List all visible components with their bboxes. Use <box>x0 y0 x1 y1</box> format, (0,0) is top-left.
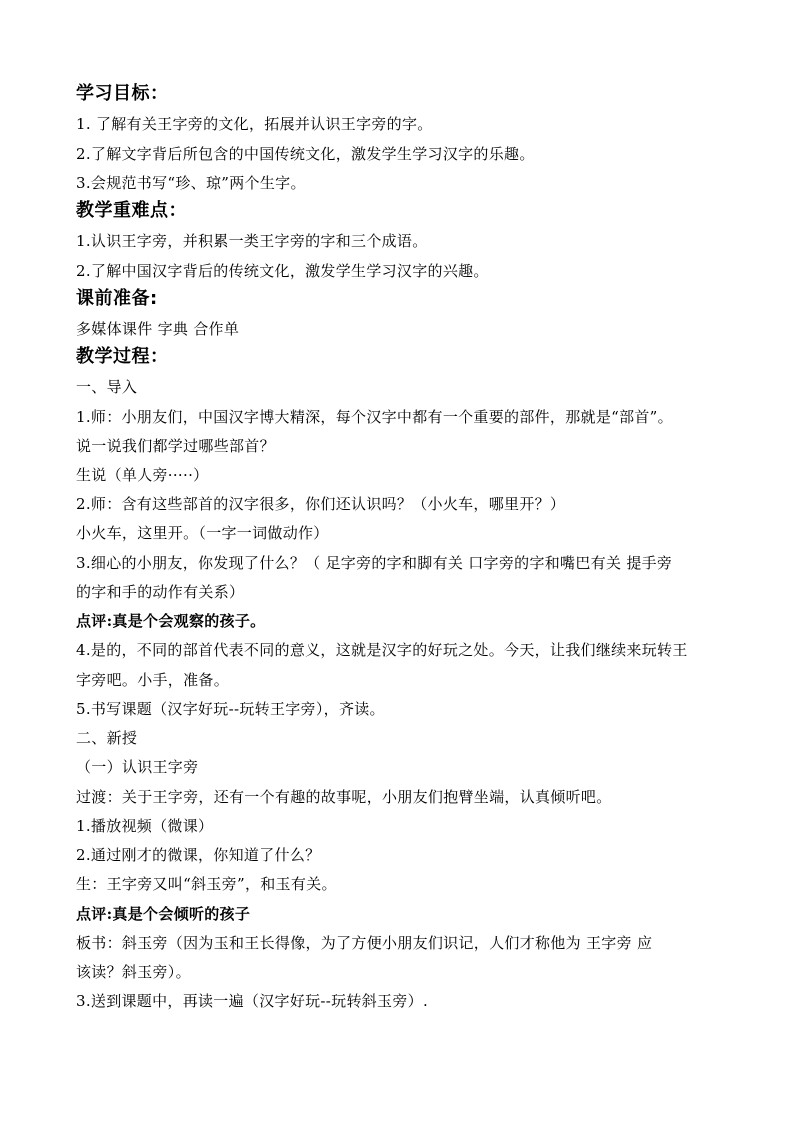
process-line: 生：王字旁又叫“斜玉旁”，和玉有关。 <box>76 875 337 893</box>
process-line: 1.播放视频（微课） <box>76 817 214 835</box>
process-line: 生说（单人旁·····） <box>76 466 209 484</box>
process-heading: 教学过程： <box>76 346 169 367</box>
goals-heading: 学习目标： <box>76 83 169 104</box>
process-line: 3.送到课题中，再读一遍（汉字好玩--玩转斜玉旁）. <box>76 992 429 1010</box>
key-points-heading: 教学重难点： <box>76 200 187 221</box>
comment-listen: 点评:真是个会倾听的孩子 <box>76 905 251 923</box>
goal-item-1: 1. 了解有关王字旁的文化，拓展并认识王字旁的字。 <box>76 115 433 133</box>
process-line: （一）认识王字旁 <box>76 758 199 776</box>
process-line: 的字和手的动作有关系） <box>76 583 245 601</box>
process-line: 该读？斜玉旁）。 <box>76 963 191 981</box>
process-line: 小火车，这里开。（一字一词做动作） <box>76 524 329 542</box>
process-line: 1.师：小朋友们，中国汉字博大精深，每个汉字中都有一个重要的部件，那就是“部首”。 <box>76 408 673 426</box>
process-line: 二、新授 <box>76 729 138 747</box>
key-point-item-2: 2.了解中国汉字背后的传统文化，激发学生学习汉字的兴趣。 <box>76 262 489 280</box>
process-line: 3.细心的小朋友，你发现了什么？（ 足字旁的字和脚有关 口字旁的字和嘴巴有关 提手旁 <box>76 554 673 572</box>
goal-item-2: 2.了解文字背后所包含的中国传统文化，激发学生学习汉字的乐趣。 <box>76 145 535 163</box>
key-point-item-1: 1.认识王字旁，并积累一类王字旁的字和三个成语。 <box>76 232 428 250</box>
preparation-text: 多媒体课件 字典 合作单 <box>76 320 240 338</box>
process-line: 字旁吧。小手，准备。 <box>76 671 230 689</box>
comment-observe: 点评:真是个会观察的孩子。 <box>76 612 266 630</box>
process-line: 2.通过刚才的微课，你知道了什么？ <box>76 846 321 864</box>
process-line: 2.师：含有这些部首的汉字很多，你们还认识吗？（小火车，哪里开？） <box>76 495 566 513</box>
process-line: 一、导入 <box>76 378 138 396</box>
process-line: 5.书写课题（汉字好玩--玩转王字旁），齐读。 <box>76 700 385 718</box>
process-line: 板书：斜玉旁（因为玉和王长得像，为了方便小朋友们识记，人们才称他为 王字旁 应 <box>76 934 653 952</box>
process-line: 说一说我们都学过哪些部首？ <box>76 437 275 455</box>
process-line: 4.是的，不同的部首代表不同的意义，这就是汉字的好玩之处。今天，让我们继续来玩转王 <box>76 641 688 659</box>
process-line: 过渡：关于王字旁，还有一个有趣的故事呢，小朋友们抱臂坐端，认真倾听吧。 <box>76 788 612 806</box>
preparation-heading: 课前准备: <box>76 288 158 309</box>
goal-item-3: 3.会规范书写“珍、琼”两个生字。 <box>76 174 306 192</box>
